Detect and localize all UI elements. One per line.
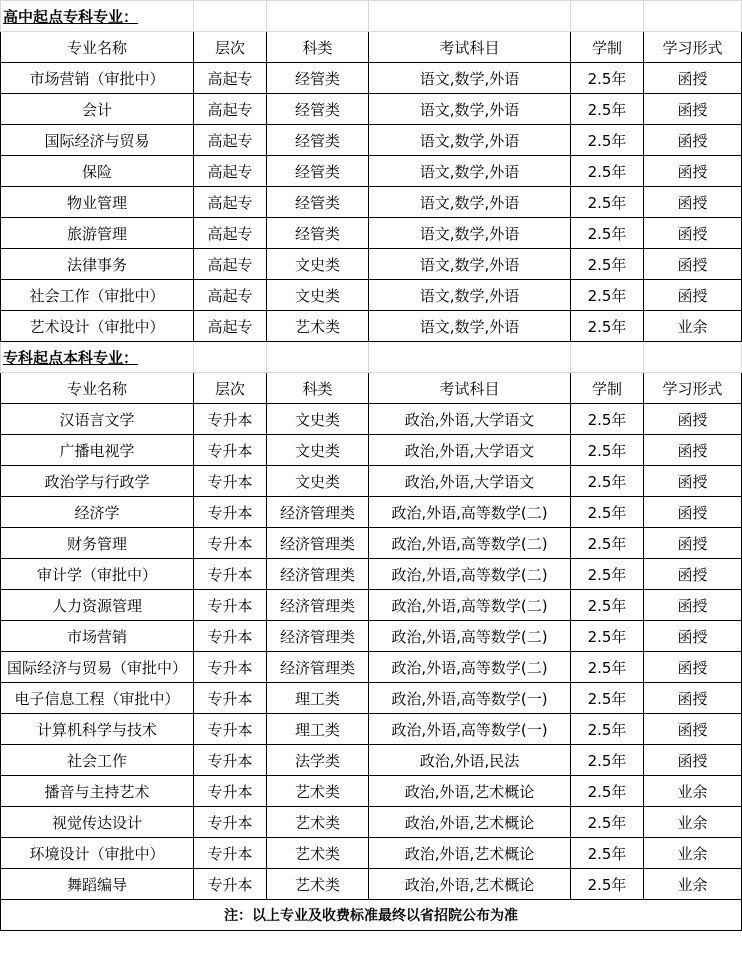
table-cell: 物业管理 [1,187,194,218]
table-cell: 函授 [644,621,742,652]
table-cell: 专升本 [194,869,267,900]
table-cell: 政治,外语,高等数学(一) [369,683,571,714]
table-cell: 经管类 [267,63,369,94]
table-cell: 政治学与行政学 [1,466,194,497]
table-cell: 专升本 [194,745,267,776]
table-cell: 政治,外语,高等数学(二) [369,590,571,621]
table-cell: 函授 [644,714,742,745]
table-cell: 文史类 [267,280,369,311]
table-cell: 政治,外语,艺术概论 [369,838,571,869]
table-cell: 语文,数学,外语 [369,63,571,94]
table-cell: 政治,外语,高等数学(二) [369,621,571,652]
table-row [1,404,742,435]
table-cell: 经济管理类 [267,528,369,559]
column-header: 层次 [194,32,267,63]
table-cell: 市场营销（审批中） [1,63,194,94]
table-cell: 专升本 [194,497,267,528]
table-row [1,621,742,652]
empty-cell [194,342,267,373]
table-cell: 语文,数学,外语 [369,280,571,311]
empty-cell [571,342,644,373]
column-header: 考试科目 [369,32,571,63]
empty-cell [267,342,369,373]
column-header: 专业名称 [1,373,194,404]
table-cell: 2.5年 [571,280,644,311]
table-cell: 专升本 [194,652,267,683]
table-cell: 政治,外语,艺术概论 [369,776,571,807]
footnote: 注：以上专业及收费标准最终以省招院公布为准 [1,900,742,931]
table-cell: 2.5年 [571,497,644,528]
section-title: 专科起点本科专业： [1,342,194,373]
table-cell: 经济管理类 [267,652,369,683]
table-cell: 高起专 [194,249,267,280]
table-cell: 经济管理类 [267,590,369,621]
table-cell: 业余 [644,311,742,342]
table-cell: 高起专 [194,63,267,94]
table-cell: 2.5年 [571,94,644,125]
table-cell: 函授 [644,745,742,776]
header-row [1,373,742,404]
table-row [1,311,742,342]
table-cell: 财务管理 [1,528,194,559]
table-cell: 函授 [644,404,742,435]
table-cell: 视觉传达设计 [1,807,194,838]
column-header: 学制 [571,32,644,63]
table-cell: 函授 [644,652,742,683]
table-row [1,280,742,311]
column-header: 考试科目 [369,373,571,404]
table-cell: 专升本 [194,590,267,621]
table-cell: 2.5年 [571,590,644,621]
table-cell: 专升本 [194,435,267,466]
section-title: 高中起点专科专业： [1,1,194,32]
table-cell: 2.5年 [571,528,644,559]
table-cell: 2.5年 [571,218,644,249]
table-cell: 2.5年 [571,404,644,435]
table-row [1,838,742,869]
table-cell: 专升本 [194,776,267,807]
table-cell: 政治,外语,艺术概论 [369,807,571,838]
empty-cell [571,1,644,32]
table-row [1,683,742,714]
empty-cell [194,1,267,32]
table-cell: 法学类 [267,745,369,776]
table-cell: 专升本 [194,621,267,652]
table-cell: 政治,外语,艺术概论 [369,869,571,900]
table-row [1,869,742,900]
table-cell: 语文,数学,外语 [369,218,571,249]
table-cell: 专升本 [194,559,267,590]
table-cell: 政治,外语,高等数学(二) [369,559,571,590]
table-cell: 环境设计（审批中） [1,838,194,869]
table-cell: 函授 [644,94,742,125]
table-cell: 语文,数学,外语 [369,156,571,187]
table-cell: 法律事务 [1,249,194,280]
table-cell: 政治,外语,民法 [369,745,571,776]
table-cell: 2.5年 [571,745,644,776]
table-cell: 函授 [644,528,742,559]
table-cell: 文史类 [267,404,369,435]
section-title-row-benke [1,342,742,373]
table-cell: 文史类 [267,466,369,497]
table-cell: 社会工作 [1,745,194,776]
table-cell: 国际经济与贸易（审批中） [1,652,194,683]
table-row [1,590,742,621]
table-cell: 高起专 [194,156,267,187]
header-row [1,32,742,63]
table-cell: 语文,数学,外语 [369,187,571,218]
table-cell: 函授 [644,435,742,466]
column-header: 科类 [267,32,369,63]
table-cell: 理工类 [267,683,369,714]
table-cell: 文史类 [267,249,369,280]
table-cell: 政治,外语,高等数学(二) [369,528,571,559]
table-cell: 艺术类 [267,776,369,807]
table-cell: 人力资源管理 [1,590,194,621]
table-cell: 高起专 [194,94,267,125]
table-cell: 语文,数学,外语 [369,249,571,280]
table-cell: 艺术类 [267,869,369,900]
table-cell: 经管类 [267,187,369,218]
column-header: 专业名称 [1,32,194,63]
table-cell: 经管类 [267,125,369,156]
table-cell: 经济学 [1,497,194,528]
table-body [1,1,742,931]
table-row [1,745,742,776]
table-cell: 函授 [644,63,742,94]
table-cell: 高起专 [194,187,267,218]
empty-cell [369,342,571,373]
table-cell: 经济管理类 [267,559,369,590]
table-cell: 政治,外语,高等数学(一) [369,714,571,745]
table-cell: 函授 [644,497,742,528]
empty-cell [644,342,742,373]
table-row [1,466,742,497]
table-cell: 艺术设计（审批中） [1,311,194,342]
table-cell: 业余 [644,869,742,900]
column-header: 科类 [267,373,369,404]
table-cell: 语文,数学,外语 [369,94,571,125]
table-cell: 2.5年 [571,63,644,94]
table-cell: 政治,外语,高等数学(二) [369,652,571,683]
table-cell: 2.5年 [571,249,644,280]
column-header: 层次 [194,373,267,404]
table-cell: 函授 [644,466,742,497]
table-cell: 业余 [644,838,742,869]
table-cell: 2.5年 [571,559,644,590]
table-cell: 2.5年 [571,621,644,652]
table-cell: 2.5年 [571,683,644,714]
table-cell: 经管类 [267,156,369,187]
table-cell: 函授 [644,249,742,280]
table-row [1,218,742,249]
table-cell: 2.5年 [571,869,644,900]
table-cell: 国际经济与贸易 [1,125,194,156]
table-cell: 文史类 [267,435,369,466]
table-cell: 政治,外语,大学语文 [369,404,571,435]
table-cell: 会计 [1,94,194,125]
table-row [1,187,742,218]
table-row [1,249,742,280]
table-cell: 函授 [644,156,742,187]
column-header: 学制 [571,373,644,404]
empty-cell [369,1,571,32]
table-cell: 市场营销 [1,621,194,652]
table-cell: 专升本 [194,466,267,497]
table-cell: 函授 [644,187,742,218]
table-cell: 专升本 [194,807,267,838]
table-row [1,435,742,466]
column-header: 学习形式 [644,373,742,404]
table-row [1,807,742,838]
table-cell: 函授 [644,280,742,311]
table-cell: 艺术类 [267,807,369,838]
column-header: 学习形式 [644,32,742,63]
table-cell: 2.5年 [571,776,644,807]
table-row [1,528,742,559]
table-cell: 专升本 [194,404,267,435]
table-row [1,94,742,125]
table-cell: 播音与主持艺术 [1,776,194,807]
table-cell: 业余 [644,807,742,838]
table-cell: 政治,外语,大学语文 [369,466,571,497]
table-cell: 函授 [644,590,742,621]
table-cell: 2.5年 [571,652,644,683]
empty-cell [267,1,369,32]
table-row [1,652,742,683]
table-cell: 经管类 [267,218,369,249]
table-cell: 函授 [644,218,742,249]
table-cell: 函授 [644,683,742,714]
section-title-row-zhuanke [1,1,742,32]
table-cell: 专升本 [194,683,267,714]
table-cell: 艺术类 [267,311,369,342]
table-cell: 业余 [644,776,742,807]
table-cell: 高起专 [194,280,267,311]
table-cell: 函授 [644,125,742,156]
table-cell: 艺术类 [267,838,369,869]
empty-cell [644,1,742,32]
table-cell: 社会工作（审批中） [1,280,194,311]
table-cell: 专升本 [194,528,267,559]
table-cell: 计算机科学与技术 [1,714,194,745]
table-cell: 高起专 [194,311,267,342]
table-cell: 函授 [644,559,742,590]
table-cell: 2.5年 [571,156,644,187]
table-cell: 广播电视学 [1,435,194,466]
table-cell: 高起专 [194,218,267,249]
table-cell: 保险 [1,156,194,187]
table-cell: 经济管理类 [267,497,369,528]
table-cell: 审计学（审批中） [1,559,194,590]
table-cell: 高起专 [194,125,267,156]
table-cell: 2.5年 [571,466,644,497]
table-cell: 2.5年 [571,311,644,342]
table-cell: 经济管理类 [267,621,369,652]
table-cell: 电子信息工程（审批中） [1,683,194,714]
footnote-row [1,900,742,931]
table-row [1,559,742,590]
table-cell: 舞蹈编导 [1,869,194,900]
table-row [1,63,742,94]
table-cell: 专升本 [194,838,267,869]
table-row [1,776,742,807]
table-cell: 语文,数学,外语 [369,311,571,342]
table-cell: 2.5年 [571,838,644,869]
table-row [1,714,742,745]
table-cell: 2.5年 [571,187,644,218]
table-cell: 政治,外语,大学语文 [369,435,571,466]
table-cell: 汉语言文学 [1,404,194,435]
table-row [1,156,742,187]
table-cell: 2.5年 [571,125,644,156]
table-cell: 政治,外语,高等数学(二) [369,497,571,528]
table-cell: 2.5年 [571,435,644,466]
table-cell: 理工类 [267,714,369,745]
table-cell: 专升本 [194,714,267,745]
table-cell: 旅游管理 [1,218,194,249]
table-row [1,125,742,156]
table-cell: 经管类 [267,94,369,125]
table-cell: 2.5年 [571,714,644,745]
table-cell: 语文,数学,外语 [369,125,571,156]
table-row [1,497,742,528]
table-cell: 2.5年 [571,807,644,838]
